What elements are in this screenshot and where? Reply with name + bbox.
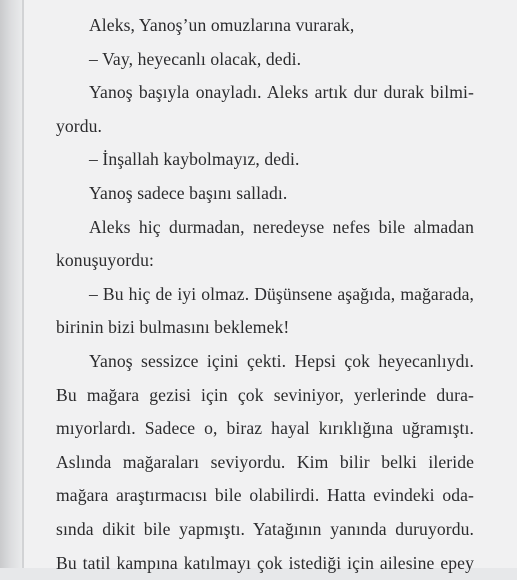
story-text xyxy=(56,9,474,580)
text-line: Aleks hiç durmadan, neredeyse nefes bile almadan xyxy=(56,211,474,245)
text-line: Aslında mağaraları seviyordu. Kim bilir belki ileride xyxy=(56,446,474,480)
text-line: Aleks, Yanoş’un omuzlarına vurarak, xyxy=(56,9,474,43)
text-line: sında dikit bile yapmıştı. Yatağının yanında duruyordu. xyxy=(56,513,474,547)
text-line: – Bu hiç de iyi olmaz. Düşünsene aşağıda, mağarada, xyxy=(56,278,474,312)
text-line: Bu tatil kampına katılmayı çok istediği için ailesine epey xyxy=(56,547,474,580)
page-binding-edge xyxy=(0,0,24,568)
text-line: mağara araştırmacısı bile olabilirdi. Hatta evindeki oda- xyxy=(56,479,474,513)
text-line: Yanoş sadece başını salladı. xyxy=(56,177,474,211)
text-line: – Vay, heyecanlı olacak, dedi. xyxy=(56,43,474,77)
text-line: birinin bizi bulmasını beklemek! xyxy=(56,311,474,345)
text-line: konuşuyordu: xyxy=(56,244,474,278)
text-line: yordu. xyxy=(56,110,474,144)
text-line: mıyorlardı. Sadece o, biraz hayal kırıklığına uğramıştı. xyxy=(56,412,474,446)
text-line: – İnşallah kaybolmayız, dedi. xyxy=(56,143,474,177)
text-line: Yanoş başıyla onayladı. Aleks artık dur durak bilmi- xyxy=(56,76,474,110)
text-line: Bu mağara gezisi için çok seviniyor, yerlerinde dura- xyxy=(56,379,474,413)
text-line: Yanoş sessizce içini çekti. Hepsi çok heyecanlıydı. xyxy=(56,345,474,379)
